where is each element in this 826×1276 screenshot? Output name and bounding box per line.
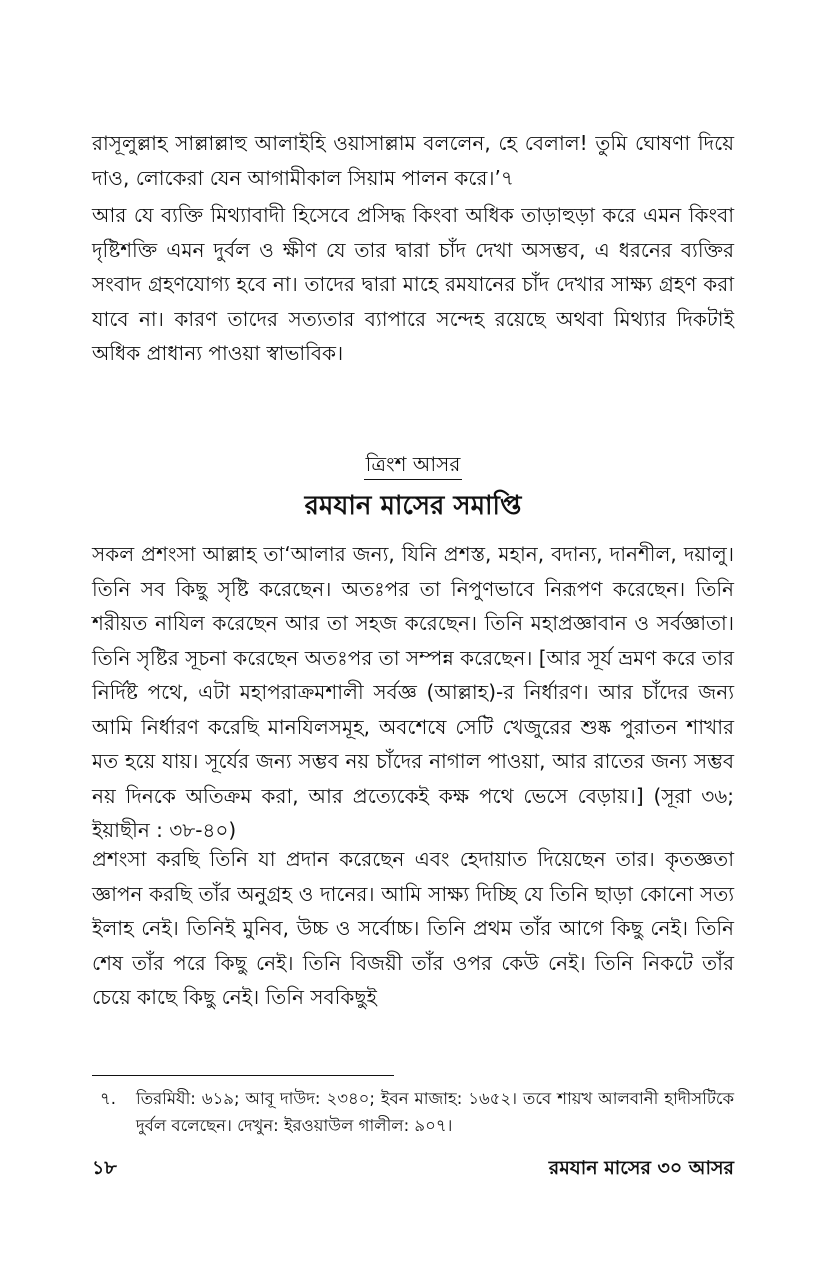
paragraph-praise: সকল প্রশংসা আল্লাহ তা‘আলার জন্য, যিনি প্রশস্ত, মহান, বদান্য, দানশীল, দয়ালু। তিনি সব কিছু সৃষ্টি করেছেন। অতঃপর তা নিপুণভাবে নিরূপণ করেছেন। তিনি শরীয়ত নাযিল করেছেন আর তা সহজ করেছেন। তিনি মহাপ্রজ্ঞাবান ও সর্বজ্ঞাতা। তিনি সৃষ্টির সূচনা করেছেন অতঃপর তা সম্পন্ন করেছেন। [আর সূর্য ভ্রমণ করে তার নির্দিষ্ট পথে, এটা মহাপরাক্রমশালী সর্বজ্ঞ (আল্লাহ)-র নির্ধারণ। আর চাঁদের জন্য আমি নির্ধারণ করেছি মানযিলসমূহ, অবশেষে সেটি খেজুরের শুষ্ক পুরাতন শাখার মত হয়ে যায়। সূর্যের জন্য সম্ভব নয় চাঁদের নাগাল পাওয়া, আর রাতের জন্য সম্ভব নয় দিনকে অতিক্রম করা, আর প্রত্যেকেই কক্ষ পথে ভেসে বেড়ায়।] (সূরা ৩৬; ইয়াছীন : ৩৮-৪০) [92, 542, 734, 842]
chapter-title: রমযান মাসের সমাপ্তি [304, 491, 522, 521]
footnote-divider [92, 1075, 394, 1076]
book-page [92, 0, 734, 1276]
paragraph-witness-condition: আর যে ব্যক্তি মিথ্যাবাদী হিসেবে প্রসিদ্ধ কিংবা অধিক তাড়াহুড়া করে এমন কিংবা দৃষ্টিশক্তি এমন দুর্বল ও ক্ষীণ যে তার দ্বারা চাঁদ দেখা অসম্ভব, এ ধরনের ব্যক্তির সংবাদ গ্রহণযোগ্য হবে না। তাদের দ্বারা মাহে রমযানের চাঁদ দেখার সাক্ষ্য গ্রহণ করা যাবে না। কারণ তাদের সত্যতার ব্যাপারে সন্দেহ রয়েছে অথবা মিথ্যার দিকটাই অধিক প্রাধান্য পাওয়া স্বাভাবিক। [92, 203, 734, 365]
section-label-text: ত্রিংশ আসর [364, 452, 463, 480]
running-title: রমযান মাসের ৩০ আসর [548, 1157, 734, 1179]
footnote-number: ৭. [100, 1089, 116, 1108]
paragraph-hadith-conclusion: রাসূলুল্লাহ সাল্লাল্লাহু আলাইহি ওয়াসাল্লাম বললেন, হে বেলাল! তুমি ঘোষণা দিয়ে দাও, লোকেরা যেন আগামীকাল সিয়াম পালন করে।’৭ [92, 131, 734, 190]
section-label [92, 449, 734, 479]
page-number: ১৮ [92, 1157, 117, 1179]
paragraph-gratitude: প্রশংসা করছি তিনি যা প্রদান করেছেন এবং হেদায়াত দিয়েছেন তার। কৃতজ্ঞতা জ্ঞাপন করছি তাঁর অনুগ্রহ ও দানের। আমি সাক্ষ্য দিচ্ছি যে তিনি ছাড়া কোনো সত্য ইলাহ নেই। তিনিই মুনিব, উচ্চ ও সর্বোচ্চ। তিনি প্রথম তাঁর আগে কিছু নেই। তিনি শেষ তাঁর পরে কিছু নেই। তিনি বিজয়ী তাঁর ওপর কেউ নেই। তিনি নিকটে তাঁর চেয়ে কাছে কিছু নেই। তিনি সবকিছুই [92, 847, 734, 1009]
footnote-text: তিরমিযী: ৬১৯; আবূ দাউদ: ২৩৪০; ইবন মাজাহ: ১৬৫২। তবে শায়খ আলবানী হাদীসটিকে দুর্বল বলেছেন। দেখুন: ইরওয়াউল গালীল: ৯০৭। [136, 1089, 734, 1135]
